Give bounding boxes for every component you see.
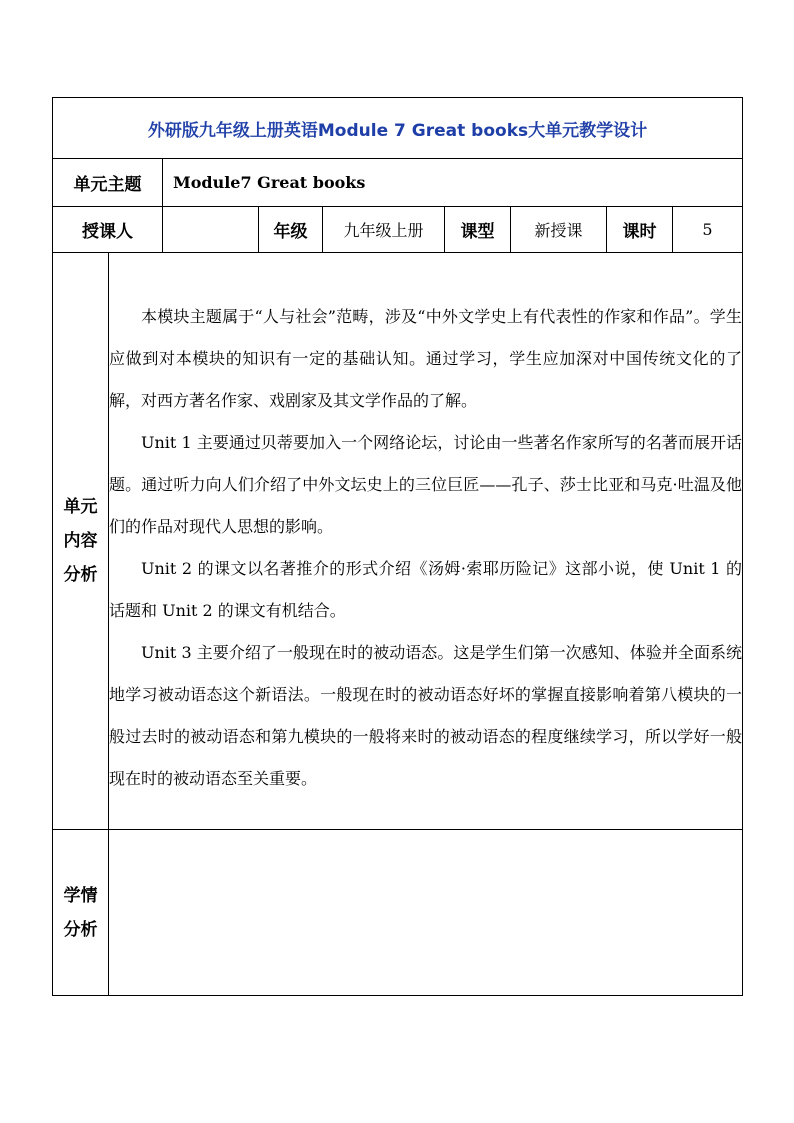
content-paragraph: 本模块主题属于“人与社会”范畴，涉及“中外文学史上有代表性的作家和作品”。学生应做到对本模块的知识有一定的基础认知。通过学习，学生应加深对中国传统文化的了解，对西方著名作家、戏剧家及其文学作品的了解。 <box>109 307 743 410</box>
content-analysis-label-line: 单元 <box>63 497 98 517</box>
student-analysis-label-line: 分析 <box>63 919 98 940</box>
content-analysis-label <box>53 253 109 830</box>
grade-value: 九年级上册 <box>323 207 445 253</box>
content-analysis-label-line: 内容 <box>63 531 98 551</box>
document-title: 外研版九年级上册英语Module 7 Great books大单元教学设计 <box>53 98 743 159</box>
content-paragraph: Unit 3 主要介绍了一般现在时的被动语态。这是学生们第一次感知、体验并全面系统地学习被动语态这个新语法。一般现在时的被动语态好坏的掌握直接影响着第八模块的一般过去时的被动语态和第九模块的一般将来时的被动语态的程度继续学习，所以学好一般现在时的被动语态至关重要。 <box>109 643 743 788</box>
unit-theme-value: Module7 Great books <box>163 159 743 207</box>
lesson-plan-table <box>52 97 743 996</box>
grade-label: 年级 <box>259 207 323 253</box>
content-paragraph: Unit 2 的课文以名著推介的形式介绍《汤姆·索耶历险记》这部小说，使 Unit 1 的话题和 Unit 2 的课文有机结合。 <box>109 559 743 620</box>
content-analysis-body <box>109 253 743 830</box>
class-hours-value: 5 <box>673 207 743 253</box>
student-analysis-body <box>109 830 743 996</box>
lesson-type-label: 课型 <box>445 207 511 253</box>
unit-theme-label: 单元主题 <box>53 159 163 207</box>
content-analysis-label-line: 分析 <box>63 565 98 585</box>
student-analysis-label <box>53 830 109 996</box>
class-hours-label: 课时 <box>607 207 673 253</box>
student-analysis-label-line: 学情 <box>63 885 98 906</box>
lesson-type-value: 新授课 <box>511 207 607 253</box>
teacher-label: 授课人 <box>53 207 163 253</box>
teacher-value <box>163 207 259 253</box>
content-paragraph: Unit 1 主要通过贝蒂要加入一个网络论坛，讨论由一些著名作家所写的名著而展开话题。通过听力向人们介绍了中外文坛史上的三位巨匠——孔子、莎士比亚和马克·吐温及他们的作品对现代人思想的影响。 <box>109 433 743 536</box>
